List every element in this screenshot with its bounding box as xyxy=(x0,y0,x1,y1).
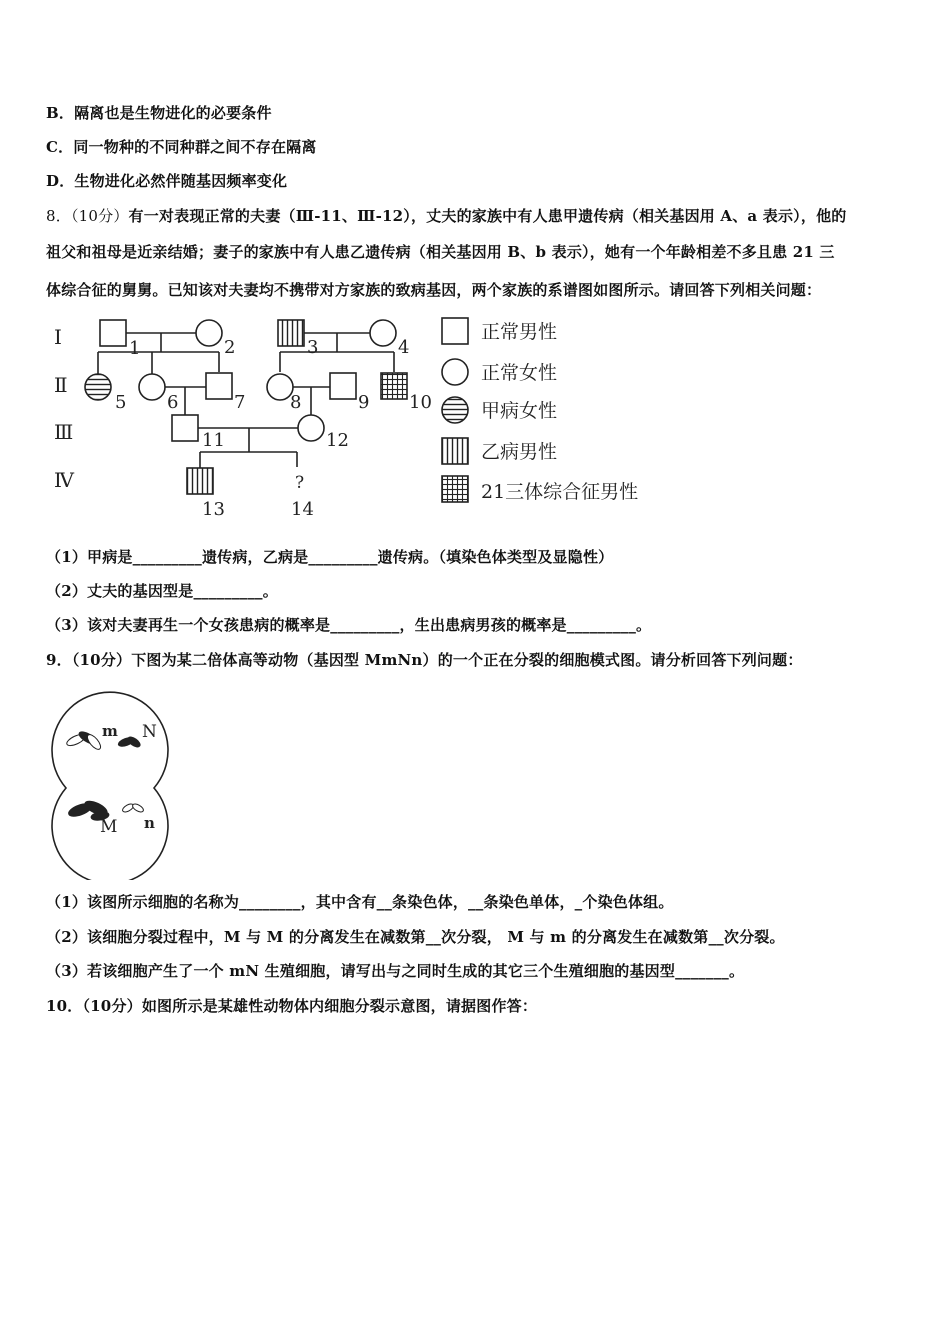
individual-12 xyxy=(298,415,324,441)
legend-normal-female-symbol xyxy=(442,359,468,385)
label-11: 11 xyxy=(202,430,225,451)
legend-disease-b-male-symbol xyxy=(442,438,468,464)
option-d: D．生物进化必然伴随基因频率变化 xyxy=(46,172,288,190)
individual-11 xyxy=(172,415,198,441)
label-4: 4 xyxy=(398,337,410,358)
gen-label-1: Ⅰ xyxy=(54,325,62,349)
individual-5 xyxy=(85,374,111,400)
label-1: 1 xyxy=(129,338,141,359)
individual-3 xyxy=(278,320,304,346)
individual-9 xyxy=(330,373,356,399)
legend-normal-female: 正常女性 xyxy=(481,362,558,384)
q10-line: 10．（10分）如图所示是某雄性动物体内细胞分裂示意图，请据图作答： xyxy=(46,997,538,1015)
q8-number: 8．（10分） xyxy=(46,207,129,225)
q8-line-3: 体综合征的舅舅。已知该对夫妻均不携带对方家族的致病基因，两个家族的系谱图如图所示。请回答下列相关问题： xyxy=(46,281,822,299)
individual-4 xyxy=(370,320,396,346)
legend-normal-male: 正常男性 xyxy=(481,321,558,343)
cell-membrane xyxy=(52,692,168,880)
individual-10 xyxy=(381,373,407,399)
label-8: 8 xyxy=(290,392,302,413)
q8-sub-2: （2）丈夫的基因型是_________。 xyxy=(46,582,278,600)
q8-text-1: 有一对表现正常的夫妻（Ⅲ-11、Ⅲ-12），丈夫的家族中有人患甲遗传病（相关基因用 A、a 表示），他的 xyxy=(128,207,847,225)
label-12: 12 xyxy=(326,430,349,451)
label-3: 3 xyxy=(307,337,319,358)
gen-label-2: Ⅱ xyxy=(54,373,68,397)
label-13: 13 xyxy=(202,499,225,520)
unknown-mark: ? xyxy=(295,473,305,493)
individual-7 xyxy=(206,373,232,399)
gene-label-n: n xyxy=(144,814,155,832)
gen-label-4: Ⅳ xyxy=(54,468,74,492)
legend-trisomy-male-symbol xyxy=(442,476,468,502)
pedigree-chart xyxy=(40,312,660,522)
legend-disease-a-female-symbol xyxy=(442,397,468,423)
q9-sub-1: （1）该图所示细胞的名称为________，其中含有__条染色体，__条染色单体，_个染色体组。 xyxy=(46,893,674,911)
gene-label-M: M xyxy=(100,817,118,837)
legend-disease-a-female: 甲病女性 xyxy=(481,400,558,422)
gene-label-N: N xyxy=(142,722,157,742)
q9-sub-3: （3）若该细胞产生了一个 mN 生殖细胞，请写出与之同时生成的其它三个生殖细胞的基因型_______。 xyxy=(46,962,745,980)
q8-line-2: 祖父和祖母是近亲结婚；妻子的家族中有人患乙遗传病（相关基因用 B、b 表示），她有一个年龄相差不多且患 21 三 xyxy=(46,243,835,261)
legend-normal-male-symbol xyxy=(442,318,468,344)
individual-1 xyxy=(100,320,126,346)
cell-division-figure xyxy=(46,680,176,880)
q8-line-1 xyxy=(46,205,846,226)
option-c: C．同一物种的不同种群之间不存在隔离 xyxy=(46,138,317,156)
individual-2 xyxy=(196,320,222,346)
legend-disease-b-male: 乙病男性 xyxy=(481,441,558,463)
legend-trisomy-male: 21三体综合征男性 xyxy=(481,481,639,503)
q9-sub-2: （2）该细胞分裂过程中，M 与 M 的分离发生在减数第__次分裂， M 与 m 的分离发生在减数第__次分裂。 xyxy=(46,928,785,946)
label-7: 7 xyxy=(234,392,246,413)
q9-line: 9．（10分）下图为某二倍体高等动物（基因型 MmNn）的一个正在分裂的细胞模式图。请分析回答下列问题： xyxy=(46,651,803,669)
gene-label-m: m xyxy=(102,722,118,740)
label-5: 5 xyxy=(115,392,127,413)
q8-sub-1: （1）甲病是_________遗传病，乙病是_________遗传病。（填染色体类型及显隐性） xyxy=(46,548,614,566)
label-2: 2 xyxy=(224,337,236,358)
label-10: 10 xyxy=(409,392,432,413)
label-14: 14 xyxy=(291,499,314,520)
label-9: 9 xyxy=(358,392,370,413)
individual-6 xyxy=(139,374,165,400)
gen-label-3: Ⅲ xyxy=(54,420,74,444)
option-b: B．隔离也是生物进化的必要条件 xyxy=(46,104,272,122)
label-6: 6 xyxy=(167,392,179,413)
individual-13 xyxy=(187,468,213,494)
q8-sub-3: （3）该对夫妻再生一个女孩患病的概率是_________，生出患病男孩的概率是_________。 xyxy=(46,616,652,634)
